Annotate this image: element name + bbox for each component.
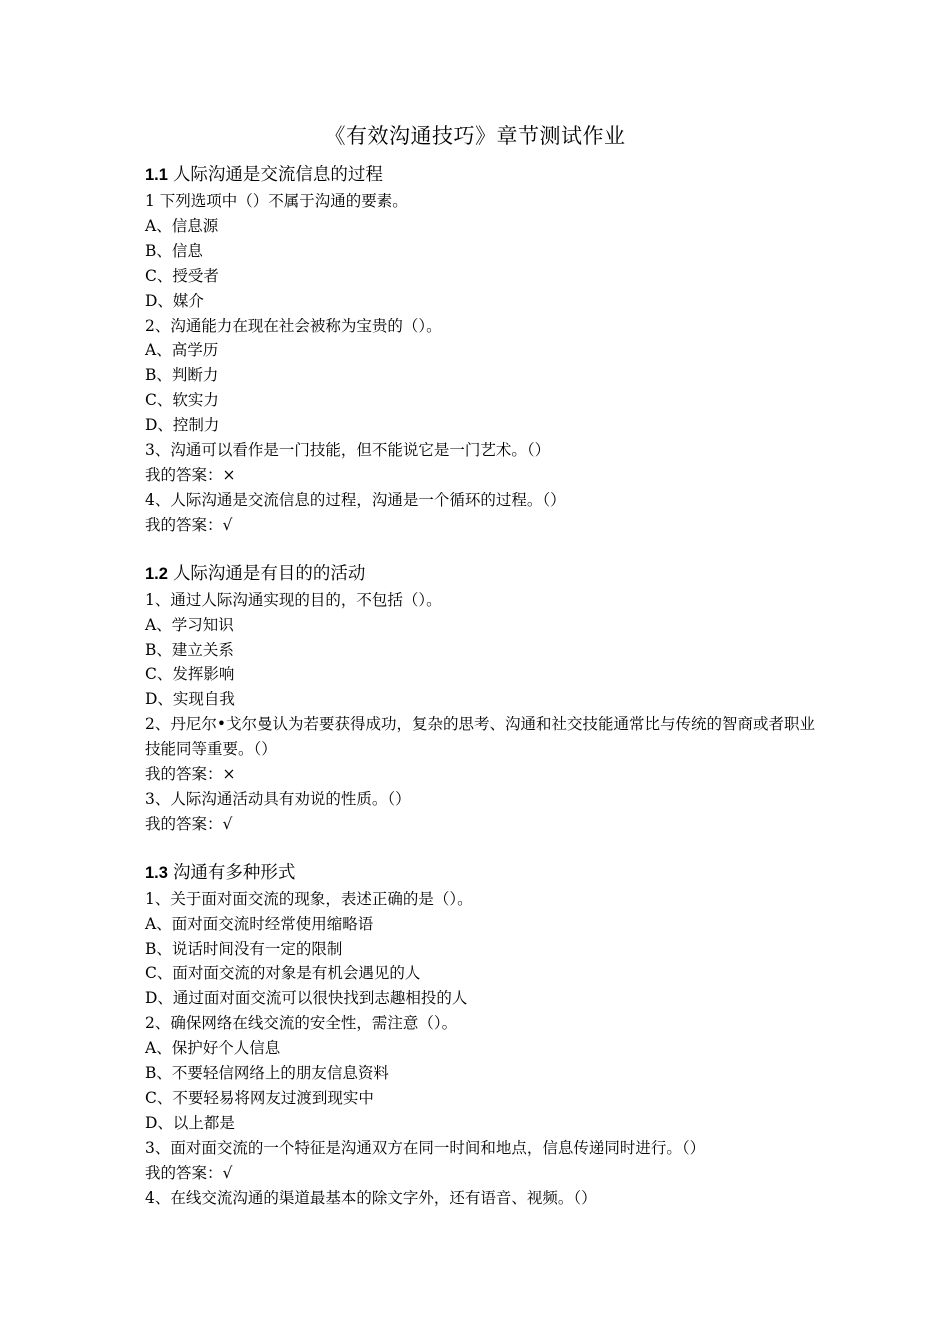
question-text: 1、关于面对面交流的现象，表述正确的是（）。 [145,889,473,908]
question-text: 2、确保网络在线交流的安全性，需注意（）。 [145,1014,458,1033]
my-answer: 我的答案：× [145,465,236,484]
answer-option: C、发挥影响 [145,665,235,684]
answer-option: C、面对面交流的对象是有机会遇见的人 [145,964,421,983]
section-heading [145,861,825,886]
answer-option: A、保护好个人信息 [145,1039,281,1058]
document-body [145,163,825,1211]
question-text: 4、在线交流沟通的渠道最基本的除文字外，还有语音、视频。（） [145,1188,597,1207]
section-title: 人际沟通是有目的的活动 [172,563,366,584]
question-text: 1、通过人际沟通实现的目的，不包括（）。 [145,590,442,609]
answer-option: D、以上都是 [145,1113,235,1132]
answer-option: C、软实力 [145,391,219,410]
section-number: 1.2 [145,564,168,583]
answer-option: D、通过面对面交流可以很快找到志趣相投的人 [145,989,468,1008]
answer-option: D、实现自我 [145,690,235,709]
answer-option: B、建立关系 [145,640,234,659]
answer-option: A、面对面交流时经常使用缩略语 [145,914,374,933]
answer-option: C、授受者 [145,266,219,285]
answer-option: B、说话时间没有一定的限制 [145,939,343,958]
section-number: 1.3 [145,863,168,882]
answer-option: D、媒介 [145,291,204,310]
section-title: 人际沟通是交流信息的过程 [172,165,383,185]
question-text: 1 下列选项中（）不属于沟通的要素。 [145,192,408,210]
question-text: 3、人际沟通活动具有劝说的性质。（） [145,789,411,808]
answer-option: B、信息 [145,241,203,260]
section-1-1 [145,163,825,538]
my-answer: 我的答案：√ [145,1163,233,1182]
question-text: 3、面对面交流的一个特征是沟通双方在同一时间和地点，信息传递同时进行。（） [145,1138,706,1157]
answer-option: B、判断力 [145,366,219,385]
question-text: 4、人际沟通是交流信息的过程，沟通是一个循环的过程。（） [145,490,566,509]
answer-option: B、不要轻信网络上的朋友信息资料 [145,1064,389,1083]
question-text: 3、沟通可以看作是一门技能，但不能说它是一门艺术。（） [145,441,551,460]
my-answer: 我的答案：√ [145,515,233,534]
section-1-2 [145,562,825,837]
question-text: 2、沟通能力在现在社会被称为宝贵的（）。 [145,316,442,335]
section-1-3 [145,861,825,1211]
section-title: 沟通有多种形式 [172,862,296,883]
answer-option: A、高学历 [145,341,219,360]
my-answer: 我的答案：√ [145,814,233,833]
question-text: 2、丹尼尔•戈尔曼认为若要获得成功，复杂的思考、沟通和社交技能通常比与传统的智商或者职业技能同等重要。（） [145,715,816,759]
answer-option: A、信息源 [145,216,219,235]
answer-option: D、控制力 [145,416,220,435]
document-title: 《有效沟通技巧》章节测试作业 [324,124,626,148]
answer-option: A、学习知识 [145,615,234,634]
section-heading [145,562,825,587]
section-number: 1.1 [145,166,168,184]
my-answer: 我的答案：× [145,765,236,784]
answer-option: C、不要轻易将网友过渡到现实中 [145,1089,374,1107]
section-heading [145,163,825,188]
